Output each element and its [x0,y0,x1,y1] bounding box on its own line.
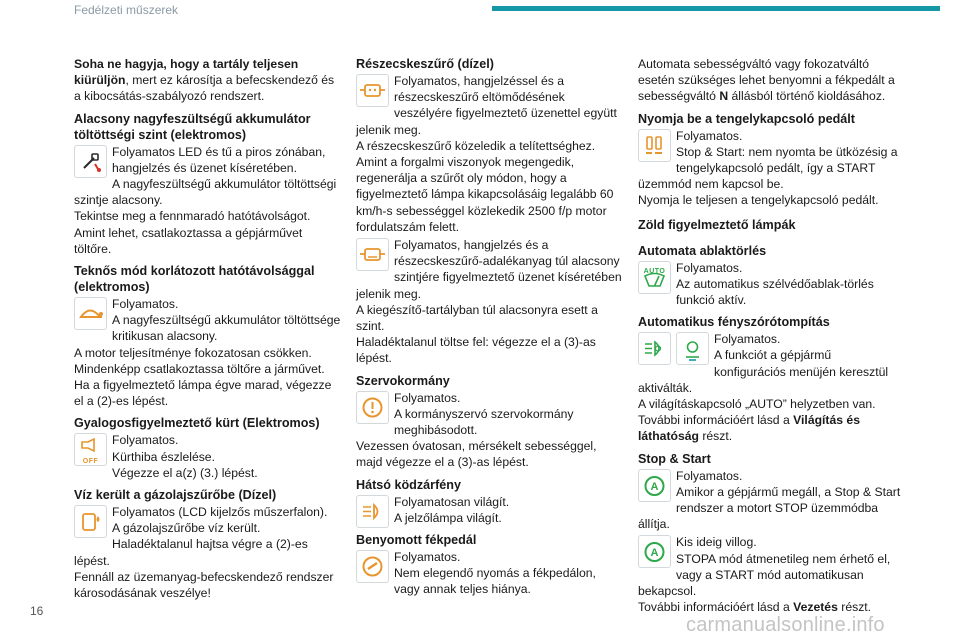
body-text: A funkciót a gépjármű [714,348,832,363]
body-text: Amikor a gépjármű megáll, a Stop & Start [676,484,901,499]
steering-warning-icon [356,391,389,424]
body-text: konfigurációs menüjén keresztül aktiválták. [638,364,889,395]
status-text: Folyamatos. [112,297,179,312]
body-text: Fennáll az üzemanyag-befecskendező rendszer károsodásának veszélye! [74,569,334,601]
body-text: A nagyfeszültségű akkumulátor töltöttsége kritikusan alacsony. [112,313,341,344]
brake-pedal-icon [356,550,389,583]
body-text: A világításkapcsoló „AUTO” helyzetben van. [638,397,876,412]
svg-text:A: A [650,480,659,493]
status-text: Folyamatos. [714,332,781,347]
section-heading: Hátsó ködzárfény [356,477,461,492]
body-text: Tekintse meg a fennmaradó hatótávolságot. [74,209,311,224]
body-text: Amint a forgalmi viszonyok megengedik, regenerálja a szűrőt oly módon, hogy a figyelmeztető lámpa kikapcsolásáig legalább 60 km/h-s sebességgel közlekedik 2500 f/p motor fordulatszám felett. [356,155,614,234]
status-text: Folyamatos. [394,550,461,565]
pedestrian-horn-off-icon [74,433,107,466]
section-heading: Alacsony nagyfeszültségű akkumulátor töltöttségi szint (elektromos) [74,111,311,142]
section-heading: Nyomja be a tengelykapcsoló pedált [638,111,855,126]
body-text: Kürthiba észlelése. [112,449,215,464]
watermark: carmanualsonline.info [686,614,885,636]
intro-bold: N [719,89,729,104]
body-text: vagy annak teljes hiánya. [394,582,531,597]
page-number: 16 [30,604,44,618]
status-text: Folyamatos. [112,433,179,448]
intro-text: állásból történő kioldásához. [728,89,886,104]
body-text: rendszer a motort STOP üzemmódba állítja. [638,501,879,532]
body-text: A nagyfeszültségű akkumulátor töltöttségi szintje alacsony. [74,177,337,208]
body-text: Vezessen óvatosan, mérsékelt sebességgel, majd végezze el a (3)-as lépést. [356,439,597,470]
turtle-icon [74,297,107,330]
intro-bold: Soha ne hagyja, hogy a tartály teljesen kiürüljön [74,57,299,88]
body-text: tengelykapcsoló pedált, így a START üzemmód nem kapcsol be. [638,161,876,192]
body-text: A gázolajszűrőbe víz került. [112,521,261,536]
cross-reference: Világítás és láthatóság [638,413,860,444]
body-text: meghibásodott. [394,423,478,438]
body-text: További információért lásd a [638,413,794,428]
plug-battery-icon [74,145,107,178]
particle-filter-icon [356,238,389,271]
body-text: részt. [837,600,872,615]
header-title: Fedélzeti műszerek [74,3,179,17]
status-text: Folyamatos, hangjelzéssel és a részecskeszűrő eltömődésének [394,74,565,105]
column-left [74,56,342,601]
icon-label: AUTO [643,267,666,275]
section-heading: Teknős mód korlátozott hatótávolsággal (elektromos) [74,264,315,295]
column-middle [356,56,624,598]
intro-text: Automata sebességváltó vagy fokozatváltó esetén szükséges lehet benyomni a fékpedált a sebességváltó [638,57,895,104]
status-text: Folyamatos. [676,260,743,275]
headlamp-beam-icon [676,332,709,365]
status-text: Folyamatos. [394,390,461,405]
body-text: További információért lásd a [638,600,794,615]
section-heading: Automatikus fényszórótompítás [638,315,830,330]
status-text: Folyamatos. [676,128,743,143]
intro-paragraph [74,56,342,105]
body-text: Mindenképp csatlakoztassa töltőre a járművet. [74,361,325,376]
body-text: funkció aktív. [676,293,747,308]
section-heading: Automata ablaktörlés [638,243,767,258]
status-text: Folyamatos (LCD kijelzős műszerfalon). [112,505,328,520]
body-text [638,412,906,444]
icon-label: OFF [82,458,99,466]
body-text: vagy a START mód automatikusan bekapcsol. [638,567,864,599]
clutch-pedal-icon [638,129,671,162]
body-text: Haladéktalanul töltse fel: végezze el a (3)-as lépést. [356,335,596,366]
header-accent-bar [492,6,940,11]
section-heading: Részecskeszűrő (dízel) [356,57,494,71]
body-text: Haladéktalanul hajtsa végre a (2)-es lépést. [74,537,308,568]
status-text: Folyamatosan világít. [394,494,510,509]
body-text: Az automatikus szélvédőablak-törlés [676,276,874,291]
body-text: Stop & Start: nem nyomta be ütközésig a [676,144,898,159]
body-text: A motor teljesítménye fokozatosan csökken. [74,345,312,360]
body-text: A részecskeszűrő közeledik a telítettséghez. [356,138,596,153]
section-heading: Szervokormány [356,373,450,388]
body-text: veszélyére figyelmeztető üzenettel együtt jelenik meg. [356,106,617,137]
particle-filter-icon [356,74,389,107]
auto-wiper-icon [638,261,671,294]
status-text: Kis ideig villog. [676,535,757,550]
section-heading: Víz került a gázolajszűrőbe (Dízel) [74,488,277,503]
intro-paragraph [638,56,906,105]
body-text: A kormányszervó szervokormány [394,406,574,421]
section-heading: Stop & Start [638,451,711,466]
body-text: Ha a figyelmeztető lámpa égve marad, végezze el a (2)-es lépést. [74,378,332,409]
body-text: Nyomja le teljesen a tengelykapcsoló pedált. [638,193,879,208]
column-right [638,56,906,615]
water-in-fuel-icon [74,505,107,538]
body-text: A kiegészítő-tartályban túl alacsonyra esett a szint. [356,302,598,334]
body-text: Amint lehet, csatlakoztassa a gépjárművet töltőre. [74,225,303,256]
status-text: Folyamatos, hangjelzés és a részecskeszűrő-adalékanyag túl alacsony [394,238,620,269]
cross-reference: Vezetés [793,600,838,615]
body-text: szintjére figyelmeztető üzenet kíséretében jelenik meg. [356,270,622,301]
body-text: részt. [698,429,733,444]
status-text: Folyamatos. [676,468,743,483]
body-text: A jelzőlámpa világít. [394,510,502,525]
section-heading-green: Zöld figyelmeztető lámpák [638,217,796,232]
body-text: Végezze el a(z) (3.) lépést. [112,465,258,480]
body-text: Nem elegendő nyomás a fékpedálon, [394,566,596,581]
stop-start-icon [638,535,671,568]
section-heading: Benyomott fékpedál [356,533,477,548]
auto-headlamp-icon [638,332,671,365]
body-text: STOPA mód átmenetileg nem érhető el, [676,551,891,566]
stop-start-icon [638,469,671,502]
svg-text:A: A [650,547,659,560]
rear-fog-icon [356,495,389,528]
status-text: Folyamatos LED és tű a piros zónában, hangjelzés és üzenet kíséretében. [112,144,326,175]
section-heading: Gyalogosfigyelmeztető kürt (Elektromos) [74,416,320,431]
intro-text: , mert ez károsítja a befecskendező és a kibocsátás-szabályozó rendszert. [74,73,335,104]
